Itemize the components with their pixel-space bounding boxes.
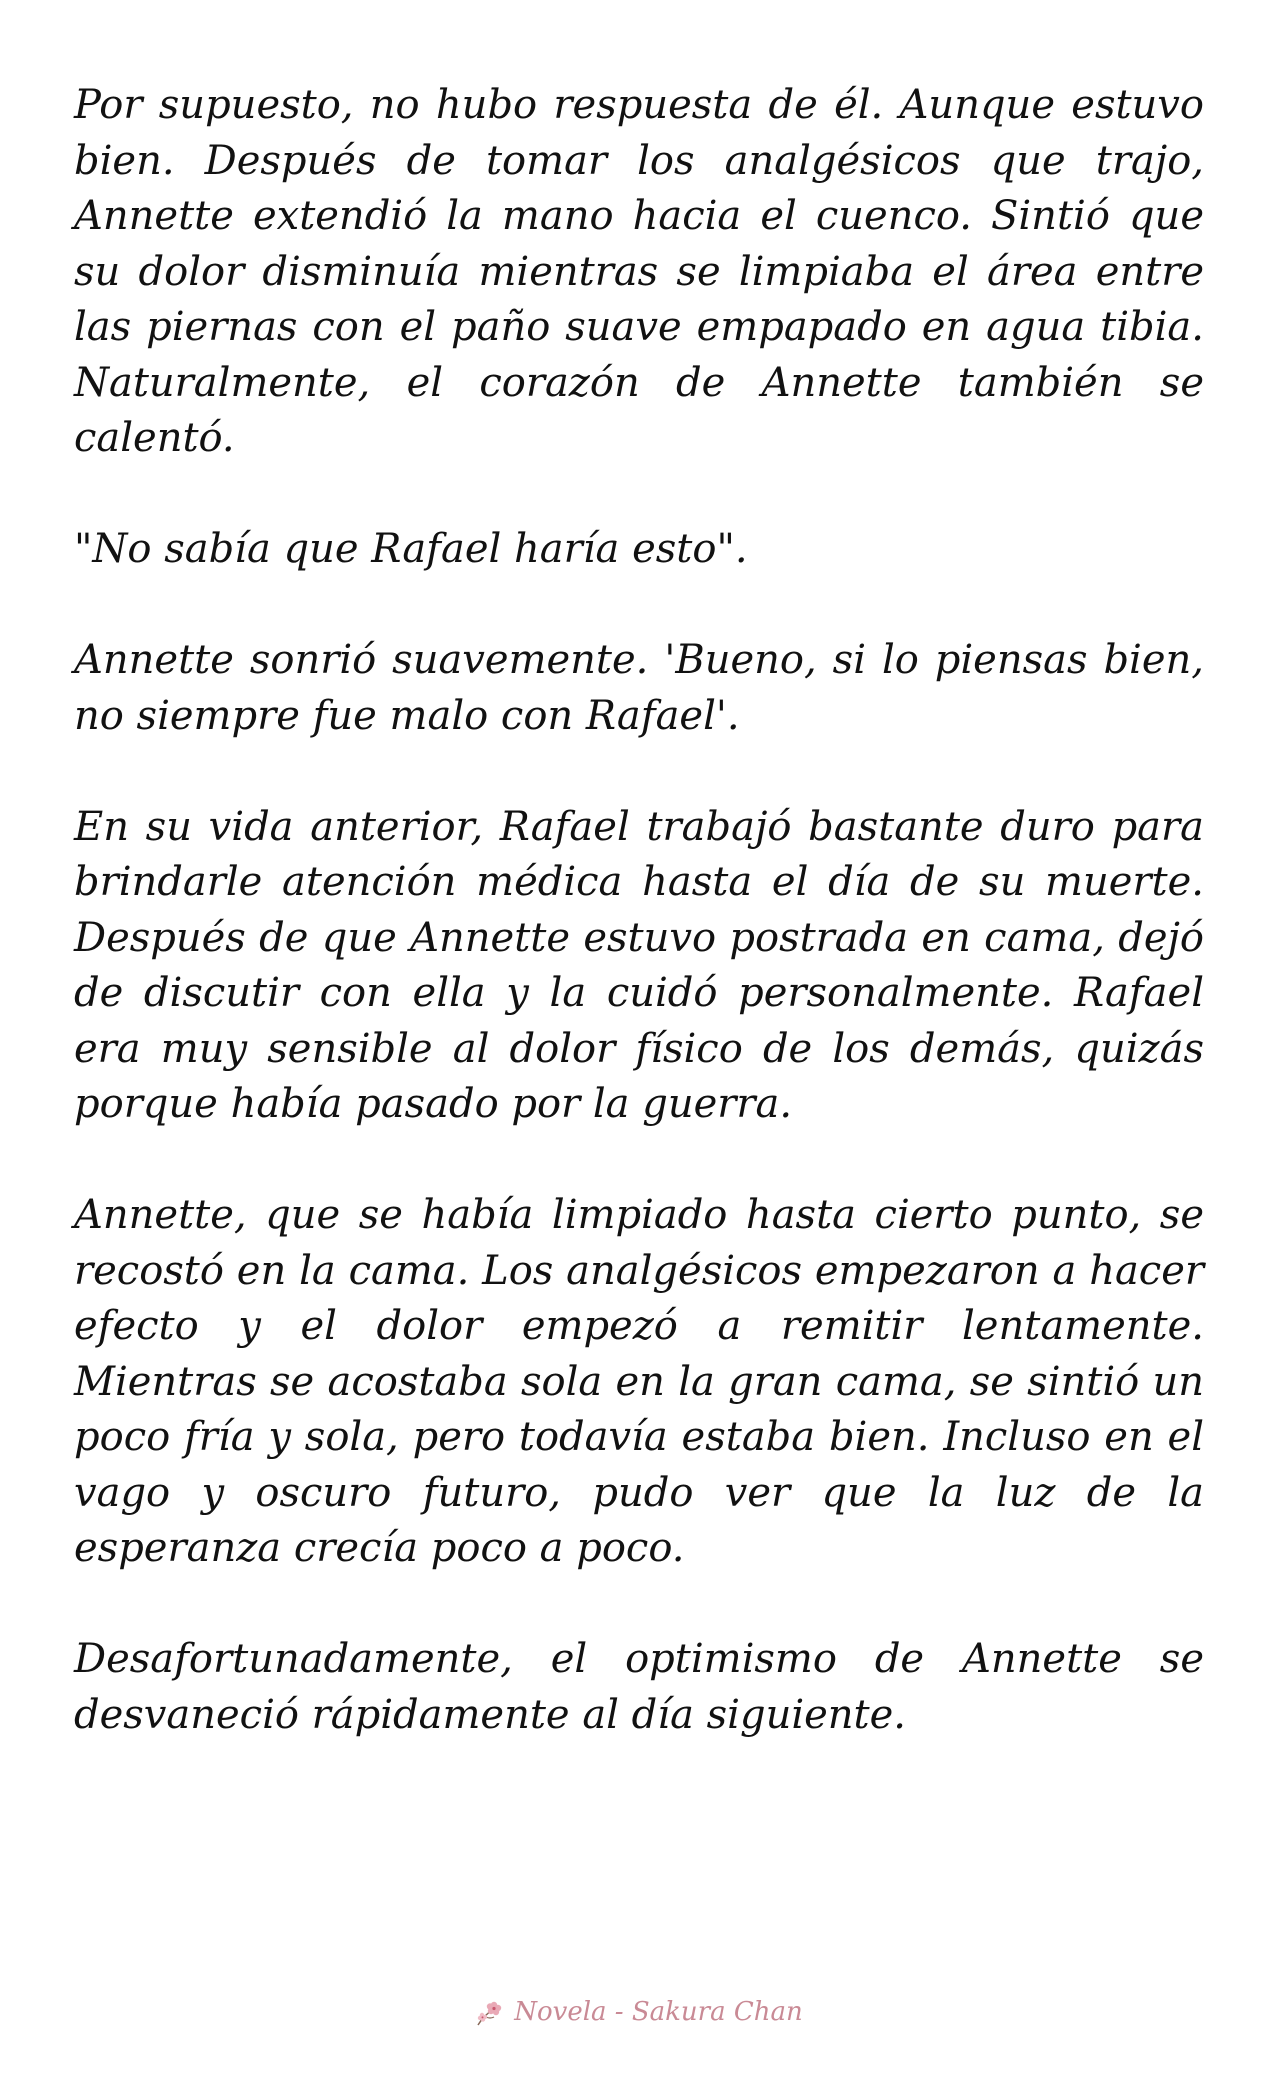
footer-credit: Novela - Sakura Chan (514, 1997, 803, 2027)
story-text (74, 78, 1204, 1799)
paragraph-3: Annette sonrió suavemente. 'Bueno, si lo piensas bien, no siempre fue malo con Rafael'. (74, 637, 1204, 739)
paragraph-5: Annette, que se había limpiado hasta cierto punto, se recostó en la cama. Los analgésicos empezaron a hacer efecto y el dolor empezó a remitir lentamente. Mientras se acostaba sola en la gran cama, se sintió un poco fría y sola, pero todavía estaba bien. Incluso en el vago y oscuro futuro, pudo ver que la luz de la esperanza crecía poco a poco. (74, 1192, 1204, 1571)
footer-watermark (0, 1995, 1275, 2036)
paragraph-4: En su vida anterior, Rafael trabajó bastante duro para brindarle atención médica hasta el día de su muerte. Después de que Annette estuvo postrada en cama, dejó de discutir con ella y la cuidó personalmente. Rafael era muy sensible al dolor físico de los demás, quizás porque había pasado por la guerra. (74, 803, 1204, 1127)
paragraph-2: "No sabía que Rafael haría esto". (74, 526, 748, 572)
paragraph-1: Por supuesto, no hubo respuesta de él. Aunque estuvo bien. Después de tomar los analgésicos que trajo, Annette extendió la mano hacia el cuenco. Sintió que su dolor disminuía mientras se limpiaba el área entre las piernas con el paño suave empapado en agua tibia. Naturalmente, el corazón de Annette también se calentó. (74, 82, 1204, 461)
paragraph-6: Desafortunadamente, el optimismo de Annette se desvaneció rápidamente al día siguiente. (74, 1636, 1204, 1738)
cherry-blossom-icon (472, 1995, 506, 2029)
